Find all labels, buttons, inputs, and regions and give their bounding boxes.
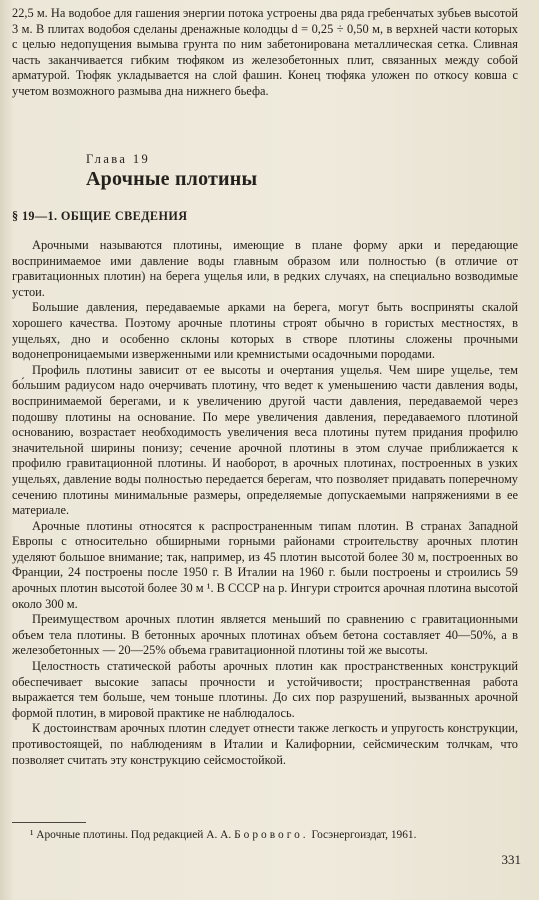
chapter-title: Арочные плотины <box>86 168 258 190</box>
footnote <box>30 828 520 842</box>
paragraph-seismic: К достоинствам арочных плотин следует отнести также легкость и упругость конструкции, противостоящей, по наблюдениям в Италии и Калифорнии, сейсмическим толчкам, что позволяет считать эту конструкцию сейсмостойкой. <box>12 721 518 767</box>
chapter-label: Глава 19 <box>86 152 151 166</box>
footnote-publisher: Госэнергоиздат, 1961. <box>308 829 417 841</box>
paragraph-pressures: Большие давления, передаваемые арками на берега, могут быть восприняты скалой хорошего качества. Поэтому арочные плотины строят обычно в гористых местностях, в ущельях, дно и особенно склоны которых в створе плотины сложены прочными водонепроницаемыми изверженными или кремнистыми осадочными породами. <box>12 300 518 362</box>
continued-paragraph: 22,5 м. На водобое для гашения энергии потока устроены два ряда гребенчатых зубьев высотой 3 м. В плитах водобоя сделаны дренажные колодцы d = 0,25 ÷ 0,50 м, в верхней части которых с целью недопущения вымыва грунта по ним забетонирована металлическая сетка. Сливная часть заканчивается гибким тюфяком из железобетонных плит, связанных между собой арматурой. Тюфяк укладывается на слой фашин. Конец тюфяка уложен по откосу ковша с учетом возможного размыва дна нижнего бьефа. <box>12 6 518 98</box>
continued-paragraph-block <box>12 6 518 100</box>
paragraph-definition: Арочными называются плотины, имеющие в плане форму арки и передающие воспринимаемое ими давление воды главным образом или полностью (в отличие от гравитационных плотин) на берега ущелья или, в редких случаях, на специально возводимые устои. <box>12 238 518 299</box>
footnote-author: Борового. <box>234 829 309 841</box>
page-number: 331 <box>501 852 521 867</box>
paragraph-integrity: Целостность статической работы арочных плотин как пространственных конструкций обеспечивает высокие запасы прочности и устойчивости; пространственная работа выражается тем больше, чем тоньше плотины. До сих пор разрушений, вызванных арочной формой плотин, в мировой практике не наблюдалось. <box>12 659 518 720</box>
paragraph-advantages: Преимуществом арочных плотин является меньший по сравнению с гравитационными объем тела плотины. В бетонных арочных плотинах объем бетона составляет 40—50%, а в железобетонных — 20—25% объема гравитационной плотины той же высоты. <box>12 612 518 658</box>
paragraph-profile: Профиль плотины зависит от ее высоты и очертания ущелья. Чем шире ущелье, тем бо́льшим радиусом надо очерчивать плотину, что ведет к уменьшению части давления воды, воспринимаемой берегами, и к увеличению другой части давления, передаваемой через подошву плотины на основание. По мере увеличения давления, передаваемого плотиной основанию, возрастает необходимость увеличения веса плотины путем придания профилю значительной ширины понизу; сечение арочной плотины в этом случае приближается к профилю гравитационной плотины. И наоборот, в арочных плотинах, построенных в узких ущельях, давление воды полностью передается берегам, что позволяет придавать поперечному сечению плотины минимальные размеры, определяемые допускаемыми напряжениями в ее материале. <box>12 362 518 518</box>
paragraph-distribution: Арочные плотины относятся к распространенным типам плотин. В странах Западной Европы с относительно обширными горными районами строительству арочных плотин уделяют большое внимание; так, например, из 45 плотин высотой более 30 м, построенных во Франции, 24 построены после 1950 г. В Италии на 1960 г. были построены и строились 59 арочных плотин высотой более 30 м ¹. В СССР на р. Ингури строится арочная плотина высотой около 300 м. <box>12 518 518 611</box>
body-text <box>12 238 518 768</box>
footnote-divider <box>12 822 86 823</box>
footnote-text: ¹ Арочные плотины. Под редакцией А. А. <box>30 829 235 841</box>
section-title: § 19—1. ОБЩИЕ СВЕДЕНИЯ <box>12 209 188 223</box>
